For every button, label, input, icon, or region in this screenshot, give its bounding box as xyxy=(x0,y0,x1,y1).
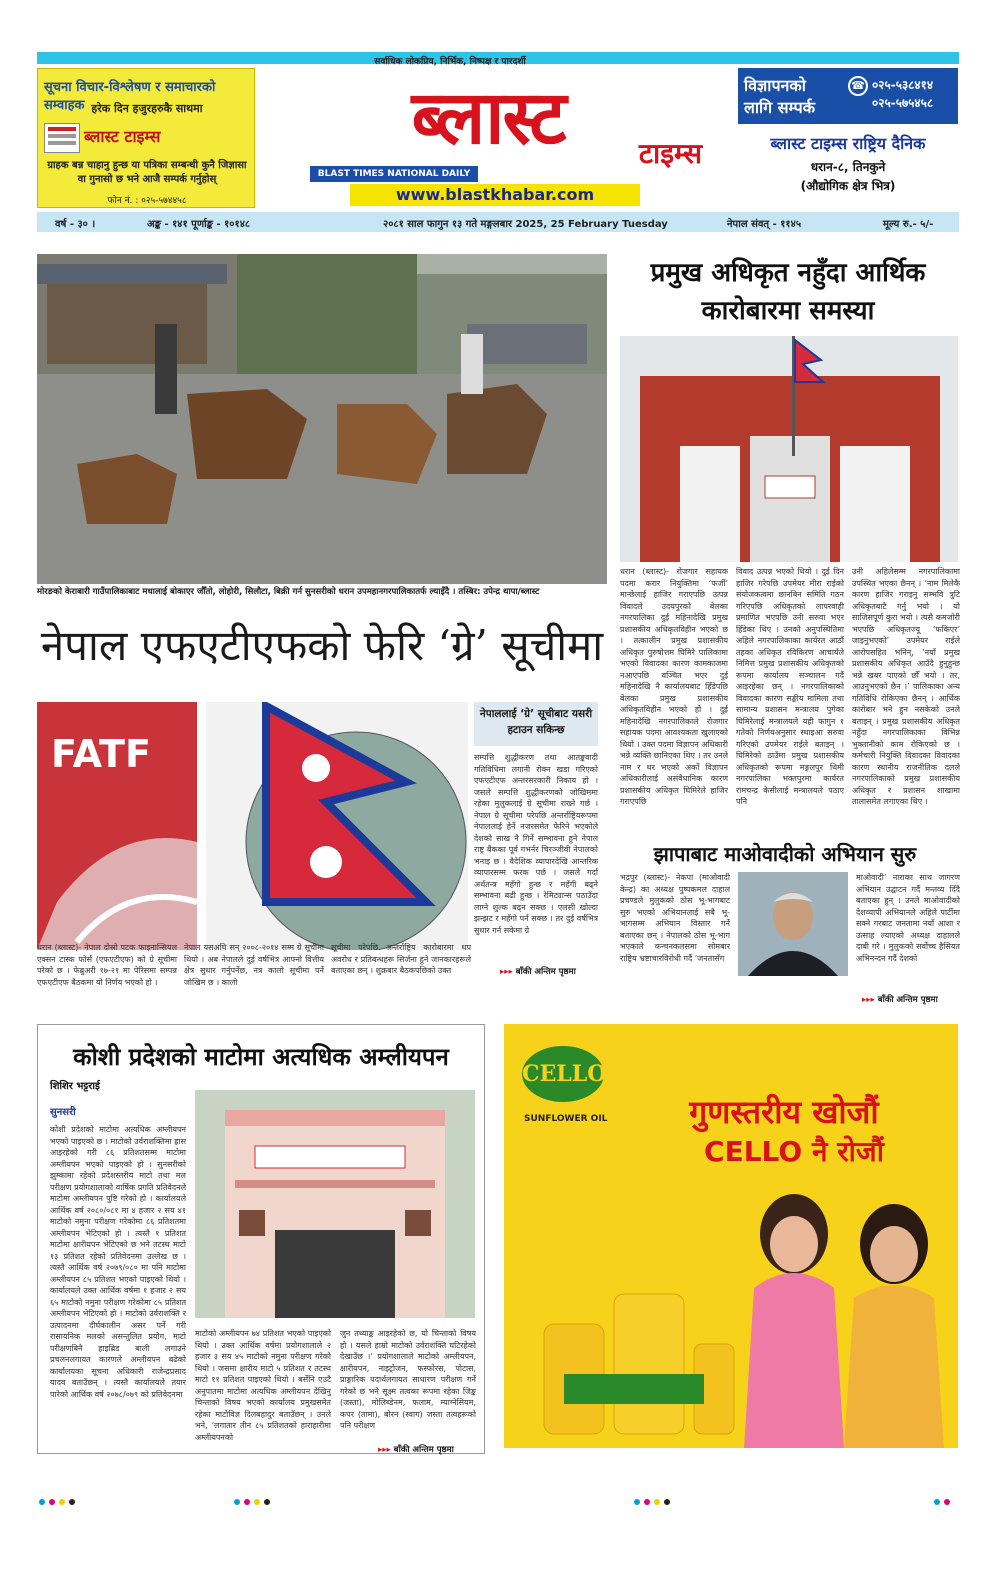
issue-number: अङ्क - १४१ पूर्णाङ्क - १०१४८ xyxy=(147,219,251,230)
cello-headline2: CELLO नै रोजौं xyxy=(704,1135,884,1168)
phone-icon: ☎ xyxy=(848,76,868,96)
koshi-body-col1: कोशी प्रदेशको माटोमा अत्यधिक अम्लीयपन भएको पाइएको छ । माटोको उर्वराशक्तिमा ह्रास आइरहेको गरी ८६ प्रतिशतसम्म माटोमा अम्लीयपन भएको पाइएको हो । सुनसरीको झुम्कामा रहेको प्रदेशस्तरीय माटो तथा मल परीक्षण प्रयोगशालाको वार्षिक प्रगति प्रतिवेदनले माटोमा अम्लीयपन पुष्टि गरेको हो । कार्यालयले आर्थिक वर्ष २०८०/०८१ मा ४ हजार २ सय ४१ माटोको नमुना परीक्षण गरेकोमा ८६ प्रतिशतमा अम्लीयपन भेटिएको हो । त्यस्तै १ प्रतिशत माटोमा क्षारीयपन भेटिएको छ भने तटस्थ माटो १३ प्रतिशत रहेको प्रतिवेदनमा उल्लेख छ । त्यस्तै आर्थिक वर्ष २०७९/०८० मा पनि माटोमा अम्लीयपन ८५ प्रतिशत भएको पाइएको थियो । कार्यालयले उक्त आर्थिक वर्षमा १ हजार २ सय ६५ माटोको नमुना परीक्षण गरेकोमा ८५ प्रतिशत अम्लीयपन भेटिएको हो । माटोको उर्वराशक्ति र उत्पादनमा दीर्घकालीन असर पर्ने गरी रासायनिक मलको असन्तुलित प्रयोग, माटो परीक्षणबिनै हाइब्रिड बाली लगाउने प्रचलनलगायत कारणले अम्लीयपन बढेको कार्यालयका सूचना अधिकारी राजेन्द्रप्रसाद यादव बताउँछन् । त्यस्तै कार्यालयले तयार पारेको आर्थिक वर्ष २०७८/०७९ को प्रतिवेदनमा xyxy=(50,1125,186,1399)
cfo-headline-line1: प्रमुख अधिकृत नहुँदा आर्थिक xyxy=(650,258,926,288)
maoist-body-col1: भद्रपुर (ब्लास्ट)- नेकपा (माओवादी केन्द्र) का अध्यक्ष पुष्पकमल दाहाल प्रचण्डले मुलुकको ठोस भू-भागबाट सुरु भएको अभियानलाई सबै भू-भागसम्म अभियान विस्तार गर्ने बताएका छन् । नेपालको ठोस भू-भाग भएकाले कन्चनकलसमा सोमबार राष्ट्रिय भ्रष्टाचारविरोधी गर्दै ‘जनतासँग xyxy=(620,873,730,963)
prachanda-photo xyxy=(738,872,848,976)
ad-contact-title1: विज्ञापनको xyxy=(744,76,806,95)
fatf-body-col4: सम्पत्ति शुद्धीकरण तथा आतङ्कवादी गतिविधिमा लगानी रोक्न खडा गरिएको एफएटीएफ अन्तरसरकारी निकाय हो । जसले सम्पत्ति शुद्धीकरणको जोखिममा रहेका मुलुकलाई ग्रे सूचीमा राख्ने गर्छ । नेपाल ग्रे सूचीमा परेपछि अन्तर्राष्ट्रियरूपमा नेपाललाई हेर्ने नजरसमेत फेरिने भएकोले देशको साख नै गिर्ने सम्भावना हुने नेपाल राष्ट्र बैंकका पूर्व गभर्नर चिरञ्जीवी नेपालको भनाइ छ । वैदेशिक व्यापारदेखि आन्तरिक व्यापारसम्म फरक पर्छ । जसले गर्दा अर्थतन्त्र महँगो हुन्छ र महँगी बढ्ने सम्भावना बढी हुन्छ । रेमिट्यान्स पठाउँदा लाग्ने शुल्क बढ्न सक्छ । एलसी खोल्दा झन्झट र महँगो पर्न सक्छ । तर दुई वर्षभित्र सुधार गर्न सकेमा ग्रे xyxy=(474,753,598,935)
fatf-body-col2: नेपाल यसअघि सन् २००८-२०१४ सम्म ग्रे सूचीमा थियो । अब नेपालले दुई वर्षभित्र आफ्नो वित्तीय क्षेत्र सुधार गर्नुपर्नेछ, नत्र कालो सूचीमा पर्ने जोखिम छ । कालो xyxy=(184,943,324,987)
ad-contact-phone2: ०२५-५७५४५८ xyxy=(872,96,934,110)
cello-headline1: गुणस्तरीय खोजौं xyxy=(689,1093,879,1131)
newspaper-logo xyxy=(272,66,704,176)
fatf-logo-text: FATF xyxy=(51,732,151,776)
nepal-sambat: नेपाल संवत् - ११४५ xyxy=(727,219,802,230)
subscription-ad-brand: ब्लास्ट टाइम्स xyxy=(84,127,161,146)
ad-contact-address: धरान-८, तिनकुने xyxy=(810,160,886,174)
cfo-headline-line2: कारोबारमा समस्या xyxy=(701,296,875,326)
fatf-sidebar-box xyxy=(474,702,598,746)
cfo-body-col3: उनी अहिलेसम्म नगरपालिकामा उपस्थित भएका छैनन् । ‘नाम मिलेकै कारण हाजिर गराइनु सम्भवि त्रुटि अधिकृतबाटै गर्नु भयो । यो साजिसपूर्ण कुरा भयो । त्यसै कमजोरी भएपछि अधिकृतज्यू ‘फकिएर’ जाइनुभएको’ उपमेयर राईले आरोपसहित भनिन्, ‘नयाँ प्रमुख प्रशासकीय अधिकृत आउँदै हुनुहुन्छ भन्ने खबर पाएको छौँ भयो । तर, आउनुभएको छैन ।’ पालिकाका अन्य गतिविधि रोकिएका छैनन् । आर्थिक कारोबार भने हुन नसकेको उनले बताइन् । प्रमुख प्रशासकीय अधिकृत नहुँदा नगरपालिकाका विभिन्न भुक्तानीको काम रोकिएको छ । कर्मचारी नियुक्ति विवादका विवादका कारण स्थानीय राजनीतिक दलले नगरपालिकाको प्रमुख प्रशासकीय अधिकृत र प्रशासन शाखामा तालासमेत लगाएका थिए । xyxy=(852,567,960,806)
maoist-headline[interactable]: झापाबाट माओवादीको अभियान सुरु xyxy=(653,842,917,866)
logo-wordmark: ब्लास्ट xyxy=(411,75,565,161)
subscription-ad-line1: सूचना विचार-विश्लेषण र समाचारको सम्वाहक xyxy=(44,80,216,113)
koshi-body-col3: जुन तथ्याङ्क आइरहेको छ, यो चिन्ताको विषय हो । यसले हाम्रो माटोको उर्वराशक्ति घटिरहेको देखाउँछ ।’ प्रयोगशालाले माटोको अम्लीयपन, क्षारीयपन, नाइट्रोजन, फस्फोरस, पोटास, प्राङ्गारिक पदार्थलगायत साधारण परीक्षण गर्ने गरेको छ भने सूक्ष्म तत्वका रूपमा रहेका जिङ्क (जस्ता), मोलिब्डेनम, फलाम, म्याग्नेसियम, कपर (तामा), बोरन (स्वाग) जस्ता तत्वहरूको पनि परीक्षण xyxy=(340,1329,476,1430)
print-registration-marks xyxy=(37,1492,959,1502)
advertising-contact-ad xyxy=(738,68,958,210)
koshi-author: शिशिर भट्टराई xyxy=(50,1081,100,1092)
masthead-motto: सर्वाधिक लोकप्रिय, निर्भिक, निष्पक्ष र पारदर्शी xyxy=(374,57,526,67)
website-link[interactable]: www.blastkhabar.com xyxy=(350,184,640,206)
issue-price: मूल्य रु.- ५/- xyxy=(883,219,934,230)
fatf-body-col1: धरान (ब्लास्ट)- नेपाल दोस्रो पटक फाइनान्सियल एक्सन टास्क फोर्स (एफएटीएफ) को ग्रे सूचीमा परेको छ । फेब्रुअरी १७-२१ मा पेरिसमा सम्पन्न एफएटीएफ बैठकमा यो निर्णय भएको हो । xyxy=(37,943,177,987)
subscription-ad-phone: फोन नं. : ०२५-५७४४५८ xyxy=(107,196,187,206)
ad-contact-title2: लागि सम्पर्क xyxy=(744,98,816,117)
issue-info-bar xyxy=(37,212,959,232)
koshi-headline[interactable]: कोशी प्रदेशको माटोमा अत्यधिक अम्लीयपन xyxy=(73,1043,449,1071)
subscription-ad-line2: हरेक दिन हजुरहरुकै साथमा xyxy=(91,102,203,115)
lead-photo-caption: मोरङको केराबारी गाउँपालिकाबाट मधालाई बोकाएर जौँतो, लोहोरी, सिलौटा, बिक्री गर्न सुनसरीको धरान उपमहानगरपालिकातर्फ ल्याइँदै । तस्बिर: उपेन्द्र थापा/ब्लास्ट xyxy=(37,587,540,597)
cfo-body-col2: विवाद उत्पन्न भएको थियो । दुई दिन हाजिर गरेपछि उपमेयर मीरा राईको संयोजकत्वमा छानबिन समिति गठन गरिएपछि अधिकृतको लापरवाही प्रमाणित भएपछि उनी सरुवा भएर हिँडेका थिए । उनको अनुपस्थितिमा अहिले नगरपालिकाका कार्यरत आठौं तहका अधिकृत रविकिरण आचार्यले निमित्त प्रमुख प्रशासकीय अधिकृतको रूपमा कार्यालय सञ्चालन गर्दै आइरहेका छन् । नगरपालिकाको विवादका कारण सङ्घीय मामिला तथा सामान्य प्रशासन मन्त्रालय पुगेका घिमिरेलाई मन्त्रालयले यही फागुन १ गतेको निर्णयअनुसार स्थाइआ सरुवा गरिएको उपमेयर राईले बताइन् । घिमिरेको ठाउँमा प्रमुख प्रशासकीय अधिकृतको रूपमा मङ्गलपुर थिमी नगरपालिका भक्तपुरमा कार्यरत रामचन्द्र केसीलाई मन्त्रालयले पठाए पनि xyxy=(736,567,844,806)
ad-contact-address2: (औद्योगिक क्षेत्र भित्र) xyxy=(800,179,896,193)
subscription-ad xyxy=(37,68,255,208)
koshi-body-col2: माटोको अम्लीयपन ७४ प्रतिशत भएको पाइएको थियो । उक्त आर्थिक वर्षमा प्रयोगशालाले २ हजार ३ सय ४५ माटोको नमुना परीक्षण गरेको थियो । जसमा क्षारीय माटो ५ प्रतिशत र तटस्थ माटो ११ प्रतिशत पाइएको थियो । बर्सेनि एउटै अनुपातमा माटोमा अत्यधिक अम्लीयपन देखिनु चिन्ताको विषय भएको कार्यालय प्रमुखसमेत रहेका माटोविज्ञ दिलबहादुर बताउँछन् । उनले भने, ‘लगातार तीन ८५ प्रतिशतको हाराहारीमा अम्लीयपनको xyxy=(195,1329,331,1442)
cello-sunflower-oil-ad[interactable] xyxy=(504,1024,958,1448)
fatf-logo-image xyxy=(37,702,197,950)
subscription-ad-line3: ग्राहक बन्न चाहानु हुन्छ या पत्रिका सम्बन्धी कुनै जिज्ञासा वा गुनासो छ भने आजै सम्पर्क गर्नुहोस् xyxy=(47,160,247,185)
issue-date: २०८१ साल फागुन १३ गते मङ्गलबार 2025, 25 February Tuesday xyxy=(383,219,668,230)
fatf-continued[interactable]: ▸▸▸ बाँकी अन्तिम पृष्ठमा xyxy=(500,967,576,977)
fatf-sidebar-title: नेपाललाई ‘ग्रे’ सूचीबाट यसरी हटाउन सकिन्छ xyxy=(479,708,593,736)
cello-logo: CELLO xyxy=(522,1046,604,1102)
soil-lab-building-photo xyxy=(195,1090,475,1318)
ad-contact-address-box xyxy=(738,124,958,210)
maoist-body-col2: माओवादी’ नाराका साथ जागरण अभियान उद्घाटन गर्दै मन्तव्य दिँदै बताएका हुन् । उनले माओवादीको देशव्यापी अभियानले अहिले पार्टीमा सक्ने गरबाट जनतामा नयाँ आशा र उत्साह ल्याएको अध्यक्ष दाहालले दाबी गरे । मुलुकको सर्वोच्च हैसियत अभिनन्दन गर्दै देशको xyxy=(856,873,960,963)
maoist-continued[interactable]: ▸▸▸ बाँकी अन्तिम पृष्ठमा xyxy=(862,995,938,1005)
nepal-flag-globe-image xyxy=(206,702,468,950)
fatf-headline[interactable]: नेपाल एफएटीएफको फेरि ‘ग्रे’ सूचीमा xyxy=(40,621,604,670)
logo-tagline: BLAST TIMES NATIONAL DAILY xyxy=(310,166,478,182)
ad-contact-phone1: ०२५-५३८४१४ xyxy=(872,78,934,92)
ad-contact-name: ब्लास्ट टाइम्स राष्ट्रिय दैनिक xyxy=(770,134,926,153)
fatf-body-col3: सूचीमा परेपछि अन्तर्राष्ट्रिय कारोबारमा थप अवरोध र प्रतिबन्धहरू सिर्जना हुने जानकारहरूले बताएका छन् । शुक्रबार बैठकपछिको उक्त xyxy=(331,943,471,975)
cello-product-name: SUNFLOWER OIL xyxy=(524,1114,608,1124)
issue-year: वर्ष - ३० । xyxy=(55,219,96,230)
koshi-continued[interactable]: ▸▸▸ बाँकी अन्तिम पृष्ठमा xyxy=(378,1445,454,1455)
newspaper-icon xyxy=(44,123,80,153)
koshi-place: सुनसरी xyxy=(50,1107,76,1118)
cfo-headline[interactable] xyxy=(618,254,958,330)
logo-subword: टाइम्स xyxy=(638,137,702,170)
cfo-body-col1: धरान (ब्लास्ट)- रोजगार सहायक पदमा करार नियुक्तिमा ‘फर्जी’ मान्छेलाई हाजिर गराएपछि उत्पन्न विवादले उदयपुरको बेलका नगरपालिका दुई महिनादेखि प्रमुख प्रशासकीय अधिकृतविहीन भएको छ । तत्कालीन प्रमुख प्रशासकीय अधिकृत पुरुषोत्तम घिमिरे पालिकामा भएको विवादका कारण कामकाजमा नआएपछि वञ्चित भएर दुई महिनादेखि नै कार्यालयबाट हिँडेपछि बेलका प्रमुख प्रशासकीय अधिकृतविहीन भएको हो । दुई महिनादेखि नगरपालिकाले रोजगार सहायक पदमा आवश्यकता खुलाएको थियो । उक्त पदमा विज्ञापन अधिकारी भन्ने व्यक्ति छानिएका थिए । तर उनले नाम र थर भएको अर्को विज्ञापन अधिकारीलाई असंवैधानिक कारण प्रशासकीय अधिकृत घिमिरेले हाजिर गराएपछि xyxy=(620,567,728,806)
municipality-building-photo xyxy=(620,336,958,562)
lead-photo-mules xyxy=(37,254,607,584)
